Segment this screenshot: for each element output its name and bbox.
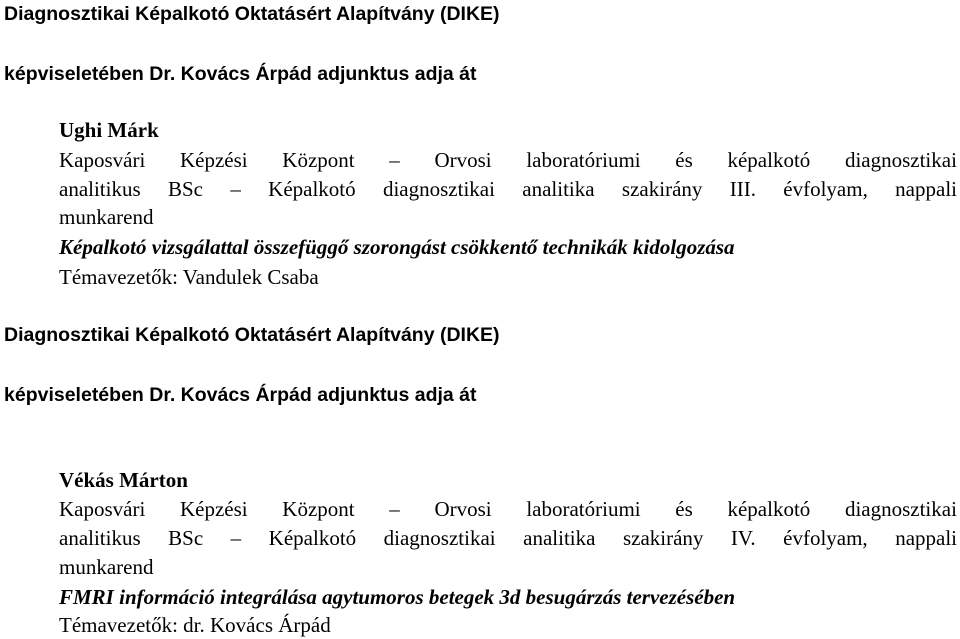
thesis-title: Képalkotó vizsgálattal összefüggő szorongást csökkentő technikák kidolgozása <box>59 235 735 259</box>
supervisor-line: Témavezetők: dr. Kovács Árpád <box>59 613 331 637</box>
thesis-title: FMRI információ integrálása agytumoros betegek 3d besugárzás tervezésében <box>59 585 736 609</box>
program-line-1: Kaposvári Képzési Központ – Orvosi laboratóriumi és képalkotó diagnosztikai <box>59 497 957 521</box>
program-line-2: analitikus BSc – Képalkotó diagnosztikai analitika szakirány IV. évfolyam, nappali <box>59 526 957 550</box>
student-name: Ughi Márk <box>59 118 159 142</box>
presenter-line: képviseletében Dr. Kovács Árpád adjunktus adja át <box>4 384 477 406</box>
presenter-line: képviseletében Dr. Kovács Árpád adjunktus adja át <box>4 63 477 85</box>
student-name: Vékás Márton <box>59 468 188 492</box>
foundation-heading: Diagnosztikai Képalkotó Oktatásért Alapítvány (DIKE) <box>4 3 500 25</box>
program-line-1: Kaposvári Képzési Központ – Orvosi laboratóriumi és képalkotó diagnosztikai <box>59 148 957 172</box>
program-line-2: analitikus BSc – Képalkotó diagnosztikai analitika szakirány III. évfolyam, nappali <box>59 177 957 201</box>
supervisor-line: Témavezetők: Vandulek Csaba <box>59 265 319 289</box>
program-line-3: munkarend <box>59 205 154 229</box>
foundation-heading: Diagnosztikai Képalkotó Oktatásért Alapítvány (DIKE) <box>4 324 500 346</box>
program-line-3: munkarend <box>59 555 154 579</box>
